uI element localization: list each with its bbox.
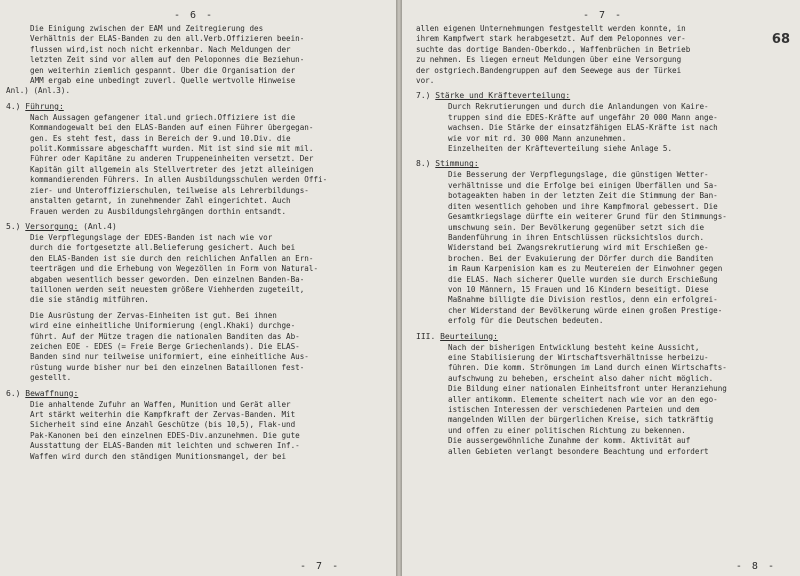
text-line: umschwung sein. Der Bevölkerung gegenüber setzt sich die: [448, 222, 705, 232]
text-line: anstalten getarnt, in zunehmender Zahl eingerichtet. Auch: [30, 196, 291, 206]
section-body: [416, 102, 790, 154]
text-line: durch die fortgesetzte all.Belieferung gesichert. Auch bei: [30, 243, 296, 253]
section-number: 5.): [6, 221, 21, 231]
section-number: 8.): [416, 159, 431, 169]
text-line: Die Verpflegungslage der EDES-Banden ist nach wie vor: [30, 232, 273, 242]
text-line: gen. Es steht fest, dass in Bereich der 9.und 10.Div. die: [30, 133, 291, 143]
text-line: führt. Auf der Mütze tragen die nationalen Banditen das Ab-: [30, 331, 300, 341]
text-line: cher Widerstand der Bevölkerung würde einen großen Prestige-: [448, 305, 723, 315]
section-number: III.: [416, 331, 436, 341]
text-line: letzten Zeit sind vor allem auf den Peloponnes die Beziehun-: [30, 55, 305, 65]
left-page: [0, 0, 396, 576]
text-line: und offen zu einer politischen Richtung zu bekennen.: [448, 425, 686, 435]
right-page: [402, 0, 800, 576]
text-line: flussen wird,ist noch nicht erkennbar. Nach Meldungen der: [30, 44, 291, 54]
section-body: [6, 233, 382, 306]
text-line: zu nehmen. Es liegen erneut Meldungen über eine Versorgung: [416, 55, 682, 65]
text-line: Anl.) (Anl.3).: [6, 86, 71, 96]
intro-paragraph: [416, 24, 790, 86]
text-line: verhältnisse und die Erfolge bei einigen Überfällen und Sa-: [448, 180, 718, 190]
text-line: Pak-Kanonen bei den einzelnen EDES-Div.anzunehmen. Die gute: [30, 430, 300, 440]
text-line: allen eigenen Unternehmungen festgestellt werden konnte, in: [416, 24, 686, 33]
section-title: Bewaffnung:: [25, 388, 79, 398]
text-line: Banden sind nur teilweise uniformiert, eine einheitliche Aus-: [30, 352, 309, 362]
intro-paragraph: [6, 24, 382, 97]
annex-reference: (Anl.4): [83, 221, 117, 231]
section-title: Versorgung:: [25, 221, 79, 231]
section-heading: [416, 331, 790, 343]
text-line: suchte das dortige Banden-Oberkdo., Waffenbrüchen in Betrieb: [416, 44, 691, 54]
text-line: gestellt.: [30, 373, 72, 383]
section-title: Beurteilung:: [440, 331, 498, 341]
text-line: Frauen werden zu Ausbildungslehrgängen dorthin entsandt.: [30, 206, 287, 216]
text-line: den ELAS-Banden ist sie durch den reichlichen Anfallen an Ern-: [30, 253, 314, 263]
section-title: Führung:: [25, 101, 64, 111]
text-line: die ELAS. Nach sicherer Quelle wurden sie durch Erschießung: [448, 274, 718, 284]
text-line: AMM ergab eine unbedingt zuverl. Quelle wertvolle Hinweise: [30, 76, 296, 86]
text-line: eine Stabilisierung der Wirtschaftsverhältnisse herbeizu-: [448, 352, 709, 362]
text-line: der ostgriech.Bandengruppen auf dem Seewege aus der Türkei: [416, 65, 682, 75]
section-heading: [416, 90, 790, 102]
text-line: Verhältnis der ELAS-Banden zu den all.Verb.Offizieren beein-: [30, 34, 305, 44]
text-line: wie vor mit rd. 30 000 Mann anzunehmen.: [448, 133, 627, 143]
section-number: 6.): [6, 388, 21, 398]
text-line: truppen sind die EDES-Kräfte auf ungefähr 20 000 Mann ange-: [448, 112, 718, 122]
text-line: Die Besserung der Verpflegungslage, die günstigen Wetter-: [448, 170, 709, 180]
archive-stamp-number: 68: [771, 32, 790, 47]
section-number: 4.): [6, 101, 21, 111]
text-line: ihrem Kampfwert stark herabgesetzt. Auf dem Peloponnes ver-: [416, 34, 686, 44]
text-line: führen. Die komm. Strömungen im Land durch einen Wirtschafts-: [448, 363, 727, 373]
page-number-top: - 6 -: [173, 10, 215, 21]
text-line: Die anhaltende Zufuhr an Waffen, Munition und Gerät aller: [30, 399, 291, 409]
text-line: von 10 Männern, 15 Frauen und 16 Kindern beseitigt. Diese: [448, 284, 709, 294]
section-number: 7.): [416, 91, 431, 101]
text-line: Widerstand bei Zwangsrekrutierung wird mit Erschießen ge-: [448, 243, 709, 253]
text-line: erfolg für die Deutschen bedeuten.: [448, 316, 604, 326]
text-line: Kapitän gilt allgemein als Stellvertreter des jetzt alleinigen: [30, 164, 314, 174]
text-line: zier- und Unteroffizierschulen, teilweise als Lehrerbildungs-: [30, 185, 309, 195]
section-heading: [416, 158, 790, 170]
section-body: [6, 311, 382, 384]
text-line: Die Bildung einer nationalen Einheitsfront unter Heranziehung: [448, 384, 727, 394]
text-line: teerträgen und die Erhebung von Wegezöllen in Form von Natural-: [30, 264, 319, 274]
text-line: aufschwung zu beheben, erscheint also daher nicht möglich.: [448, 373, 714, 383]
text-line: gen weiterhin ziemlich gespannt. Über die Organisation der: [30, 65, 296, 75]
section-body: [416, 343, 790, 457]
text-line: wachsen. Die Stärke der einsatzfähigen ELAS-Kräfte ist nach: [448, 123, 718, 133]
text-line: istischen Interessen der verschiedenen Parteien und dem: [448, 405, 700, 414]
text-line: Nach Aussagen gefangener ital.und griech.Offiziere ist die: [30, 112, 296, 122]
section-heading: [6, 221, 382, 233]
text-line: im Raum Karpenision kam es zu Meutereien der Einwohner gegen: [448, 264, 723, 274]
text-line: Bandenführung in ihren Entschlüssen rücksichtslos durch.: [448, 232, 705, 242]
text-line: Waffen wird durch den ständigen Munitionsmangel, der bei: [30, 451, 287, 461]
section-heading: [6, 388, 382, 400]
text-line: Sicherheit sind eine Anzahl Geschütze (bis 10,5), Flak-und: [30, 420, 296, 430]
text-line: Die Ausrüstung der Zervas-Einheiten ist gut. Bei ihnen: [30, 310, 277, 320]
text-line: Führer oder Kapitäne zu anderen Truppeneinheiten versetzt. Der: [30, 154, 314, 164]
page-number-bottom: - 7 -: [300, 561, 341, 572]
text-line: Die Einigung zwischen der EAM und Zeitregierung des: [30, 24, 264, 33]
text-line: brochen. Bei der Evakuierung der Dörfer durch die Banditen: [448, 253, 714, 263]
text-line: taillonen werden seit neuestem größere Viehherden zugeteilt,: [30, 284, 305, 294]
text-line: Gesamtkriegslage dürfte ein weiterer Grund für den Stimmungs-: [448, 212, 727, 222]
text-line: kommandierenden Führers. In allen Ausbildungsschulen werden Offi-: [30, 175, 328, 185]
text-line: Maßnahme billigte die Division restlos, denn ein erfolgrei-: [448, 295, 718, 305]
margin-note: Anl.): [6, 86, 29, 96]
text-line: Kommandogewalt bei den ELAS-Banden auf einen Führer übergegan-: [30, 123, 314, 133]
text-line: Art stärkt weiterhin die Kampfkraft der Zervas-Banden. Mit: [30, 410, 296, 419]
text-line: die sie ständig mitführen.: [30, 295, 149, 305]
text-line: vor.: [416, 76, 435, 86]
section-body: [416, 170, 790, 326]
text-line: Ausstattung der ELAS-Banden mit leichten und schweren Inf.-: [30, 441, 300, 451]
text-line: wird eine einheitliche Uniformierung (engl.Khaki) durchge-: [30, 321, 296, 331]
text-line: zeichen EOE - EDES (= Freie Berge Griechenlands). Die ELAS-: [30, 341, 300, 351]
text-line: abgaben wesentlich besser geworden. Den einzelnen Banden-Ba-: [30, 274, 305, 284]
text-line: allen Gebieten verlangt besondere Beachtung und erfordert: [448, 446, 709, 456]
text-line: diten wesentlich gehoben und ihre Kampfmoral gebessert. Die: [448, 201, 718, 211]
page-number-bottom: - 8 -: [735, 561, 776, 572]
text-line: Durch Rekrutierungen und durch die Anlandungen von Kaire-: [448, 102, 709, 112]
text-line: polit.Kommissare abgeschafft wurden. Mit ist sind sie mit mil.: [30, 144, 314, 154]
section-title: Stärke und Kräfteverteilung:: [435, 91, 571, 101]
section-body: [6, 113, 382, 217]
section-title: Stimmung:: [435, 159, 479, 169]
text-line: botageakten haben in der letzten Zeit die Stimmung der Ban-: [448, 191, 718, 201]
section-heading: [6, 101, 382, 113]
text-line: Die aussergewöhnliche Zunahme der komm. Aktivität auf: [448, 436, 691, 446]
section-body: [6, 400, 382, 462]
text-line: rüstung wurde bisher nur bei den einzelnen Bataillonen fest-: [30, 362, 305, 372]
text-line: aller antikomm. Elemente scheitert nach wie vor an den ego-: [448, 394, 718, 404]
text-line: Nach der bisherigen Entwicklung besteht keine Aussicht,: [448, 342, 700, 352]
text-line: mangelnden Willen der bürgerlichen Kreise, sich tatkräftig: [448, 415, 714, 425]
page-number-top: - 7 -: [582, 10, 624, 21]
text-line: Einzelheiten der Kräfteverteilung siehe Anlage 5.: [448, 144, 673, 154]
